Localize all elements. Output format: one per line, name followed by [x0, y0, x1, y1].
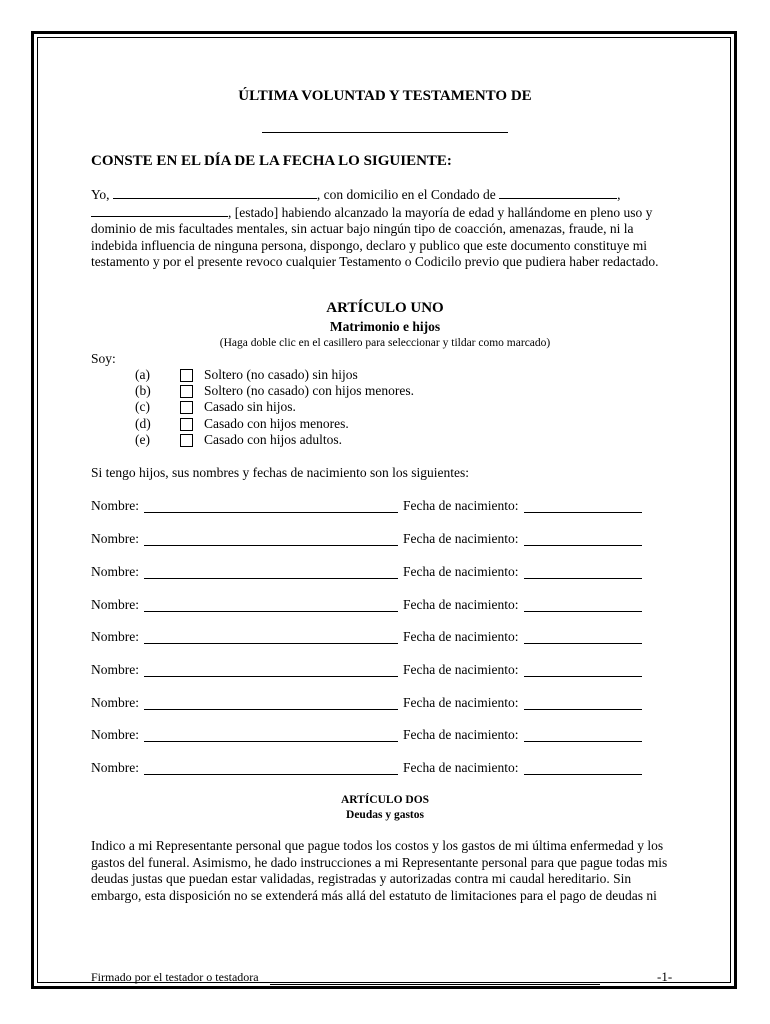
option-text: Casado con hijos adultos.: [204, 432, 342, 447]
child-name-field[interactable]: [144, 512, 398, 513]
name-label: Nombre:: [91, 564, 139, 579]
option-letter: (a): [135, 367, 150, 382]
birth-date-label: Fecha de nacimiento:: [403, 531, 519, 546]
child-name-field[interactable]: [144, 709, 398, 710]
name-label: Nombre:: [91, 760, 139, 775]
child-name-field[interactable]: [144, 545, 398, 546]
signature-line[interactable]: [270, 984, 600, 985]
child-entry-row: [91, 498, 651, 516]
birth-date-field[interactable]: [524, 774, 642, 775]
child-name-field[interactable]: [144, 578, 398, 579]
option-text: Soltero (no casado) sin hijos: [204, 367, 358, 382]
name-label: Nombre:: [91, 597, 139, 612]
option-letter: (e): [135, 432, 150, 447]
checkbox-b[interactable]: [180, 385, 193, 398]
child-name-field[interactable]: [144, 676, 398, 677]
article-two-title: ARTÍCULO DOS: [340, 794, 430, 806]
article-two-subtitle: Deudas y gastos: [346, 809, 424, 821]
child-entry-row: [91, 727, 651, 745]
intro-text-2: , con domicilio en el Condado de: [316, 187, 496, 202]
birth-date-label: Fecha de nacimiento:: [403, 597, 519, 612]
testator-name-blank[interactable]: [113, 186, 317, 199]
birth-date-field[interactable]: [524, 643, 642, 644]
child-name-field[interactable]: [144, 774, 398, 775]
intro-paragraph: [91, 186, 681, 271]
page-number: -1-: [657, 969, 673, 984]
article-two-paragraph: Indico a mi Representante personal que pague todos los costos y los gastos de mi última enfermedad y los gastos del funeral. Asimismo, he dado instrucciones a mi Representante personal para que pague todas mis deudas justas que puedan estar validadas, registradas y autorizadas contra mi caudal hereditario. Sin embargo, esta disposición no se extenderá más allá del estatuto de limitaciones para el pago de deudas ni: [91, 838, 668, 903]
checkbox-e[interactable]: [180, 434, 193, 447]
intro-text-4: , [estado] habiendo alcanzado la mayoría de edad y hallándome en pleno uso y dominio de mis facultades mentales, sin actuar bajo ningún tipo de coacción, amenazas, fraude, ni la indebida influencia de ninguna persona, dispongo, declaro y publico que este documento constituye mi testamento y por el presente revoco cualquier Testamento o Codicilo previo que pudiera haber redactado.: [91, 204, 659, 269]
option-letter: (d): [135, 416, 151, 431]
birth-date-field[interactable]: [524, 512, 642, 513]
checkbox-c[interactable]: [180, 401, 193, 414]
section-heading: CONSTE EN EL DÍA DE LA FECHA LO SIGUIENTE:: [91, 153, 452, 169]
county-blank[interactable]: [499, 186, 617, 199]
child-entry-row: [91, 564, 651, 582]
signed-by-label: Firmado por el testador o testadora: [91, 970, 259, 984]
birth-date-field[interactable]: [524, 676, 642, 677]
child-entry-row: [91, 531, 651, 549]
option-text: Soltero (no casado) con hijos menores.: [204, 383, 414, 398]
child-entry-row: [91, 662, 651, 680]
article-one-title: ARTÍCULO UNO: [326, 300, 444, 316]
option-letter: (c): [135, 399, 150, 414]
child-entry-row: [91, 760, 651, 778]
intro-text-1: Yo,: [91, 187, 110, 202]
checkbox-d[interactable]: [180, 418, 193, 431]
option-text: Casado sin hijos.: [204, 399, 296, 414]
child-entry-row: [91, 597, 651, 615]
name-label: Nombre:: [91, 662, 139, 677]
soy-label: Soy:: [91, 351, 116, 366]
child-name-field[interactable]: [144, 741, 398, 742]
birth-date-field[interactable]: [524, 741, 642, 742]
birth-date-label: Fecha de nacimiento:: [403, 760, 519, 775]
birth-date-label: Fecha de nacimiento:: [403, 695, 519, 710]
name-label: Nombre:: [91, 629, 139, 644]
checkbox-a[interactable]: [180, 369, 193, 382]
children-intro: Si tengo hijos, sus nombres y fechas de nacimiento son los siguientes:: [91, 465, 469, 480]
checkbox-instruction: (Haga doble clic en el casillero para seleccionar y tildar como marcado): [219, 337, 551, 349]
birth-date-field[interactable]: [524, 545, 642, 546]
name-label: Nombre:: [91, 695, 139, 710]
option-text: Casado con hijos menores.: [204, 416, 349, 431]
name-label: Nombre:: [91, 498, 139, 513]
name-label: Nombre:: [91, 531, 139, 546]
child-entry-row: [91, 695, 651, 713]
option-letter: (b): [135, 383, 151, 398]
birth-date-label: Fecha de nacimiento:: [403, 564, 519, 579]
child-name-field[interactable]: [144, 643, 398, 644]
birth-date-label: Fecha de nacimiento:: [403, 662, 519, 677]
article-one-subtitle: Matrimonio e hijos: [329, 319, 441, 334]
state-blank[interactable]: [91, 204, 228, 217]
birth-date-field[interactable]: [524, 709, 642, 710]
birth-date-label: Fecha de nacimiento:: [403, 498, 519, 513]
birth-date-field[interactable]: [524, 578, 642, 579]
birth-date-field[interactable]: [524, 611, 642, 612]
name-label: Nombre:: [91, 727, 139, 742]
child-name-field[interactable]: [144, 611, 398, 612]
child-entry-row: [91, 629, 651, 647]
document-title: ÚLTIMA VOLUNTAD Y TESTAMENTO DE: [238, 88, 532, 104]
birth-date-label: Fecha de nacimiento:: [403, 629, 519, 644]
testator-name-line[interactable]: [262, 132, 508, 133]
birth-date-label: Fecha de nacimiento:: [403, 727, 519, 742]
intro-text-3: ,: [617, 187, 621, 202]
